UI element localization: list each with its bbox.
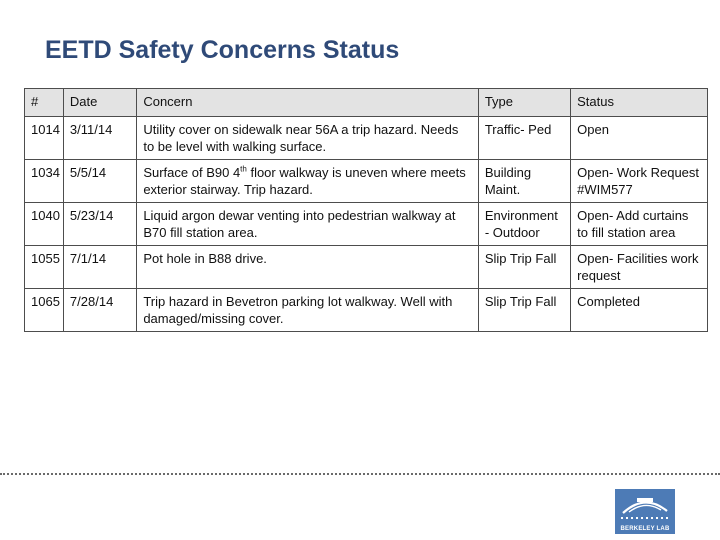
cell-type: Slip Trip Fall xyxy=(478,246,570,289)
concern-text-start: Surface of B90 4 xyxy=(143,165,241,180)
cell-status: Open- Work Request #WIM577 xyxy=(571,160,708,203)
cell-type: Slip Trip Fall xyxy=(478,289,570,332)
header-number: # xyxy=(25,89,64,117)
cell-concern: Trip hazard in Bevetron parking lot walkway. Well with damaged/missing cover. xyxy=(137,289,479,332)
table-row xyxy=(25,289,708,332)
table-row xyxy=(25,246,708,289)
header-concern: Concern xyxy=(137,89,479,117)
header-date: Date xyxy=(63,89,136,117)
cell-id: 1014 xyxy=(25,117,64,160)
cell-id: 1040 xyxy=(25,203,64,246)
page-title: EETD Safety Concerns Status xyxy=(45,36,400,64)
cell-concern xyxy=(137,160,479,203)
footer-divider xyxy=(0,473,720,475)
safety-concerns-table xyxy=(24,88,708,332)
cell-id: 1055 xyxy=(25,246,64,289)
cell-id: 1034 xyxy=(25,160,64,203)
header-status: Status xyxy=(571,89,708,117)
concern-superscript: th xyxy=(240,164,247,174)
cell-date: 5/23/14 xyxy=(63,203,136,246)
cell-status: Open- Add curtains to fill station area xyxy=(571,203,708,246)
logo-text: BERKELEY LAB xyxy=(620,526,670,532)
cell-date: 7/28/14 xyxy=(63,289,136,332)
cell-concern: Pot hole in B88 drive. xyxy=(137,246,479,289)
concern-text-end: floor walkway is uneven where meets exterior stairway. Trip hazard. xyxy=(143,165,466,197)
cell-type: Building Maint. xyxy=(478,160,570,203)
table-row xyxy=(25,203,708,246)
cell-status: Open- Facilities work request xyxy=(571,246,708,289)
cell-date: 7/1/14 xyxy=(63,246,136,289)
table-header-row xyxy=(25,89,708,117)
cell-status: Completed xyxy=(571,289,708,332)
header-type: Type xyxy=(478,89,570,117)
table-row xyxy=(25,160,708,203)
cell-date: 3/11/14 xyxy=(63,117,136,160)
table-row xyxy=(25,117,708,160)
cell-concern: Liquid argon dewar venting into pedestrian walkway at B70 fill station area. xyxy=(137,203,479,246)
cell-type: Environment - Outdoor xyxy=(478,203,570,246)
cell-id: 1065 xyxy=(25,289,64,332)
cell-type: Traffic- Ped xyxy=(478,117,570,160)
cell-date: 5/5/14 xyxy=(63,160,136,203)
berkeley-lab-logo-icon xyxy=(615,489,675,534)
cell-status: Open xyxy=(571,117,708,160)
cell-concern: Utility cover on sidewalk near 56A a trip hazard. Needs to be level with walking surface. xyxy=(137,117,479,160)
